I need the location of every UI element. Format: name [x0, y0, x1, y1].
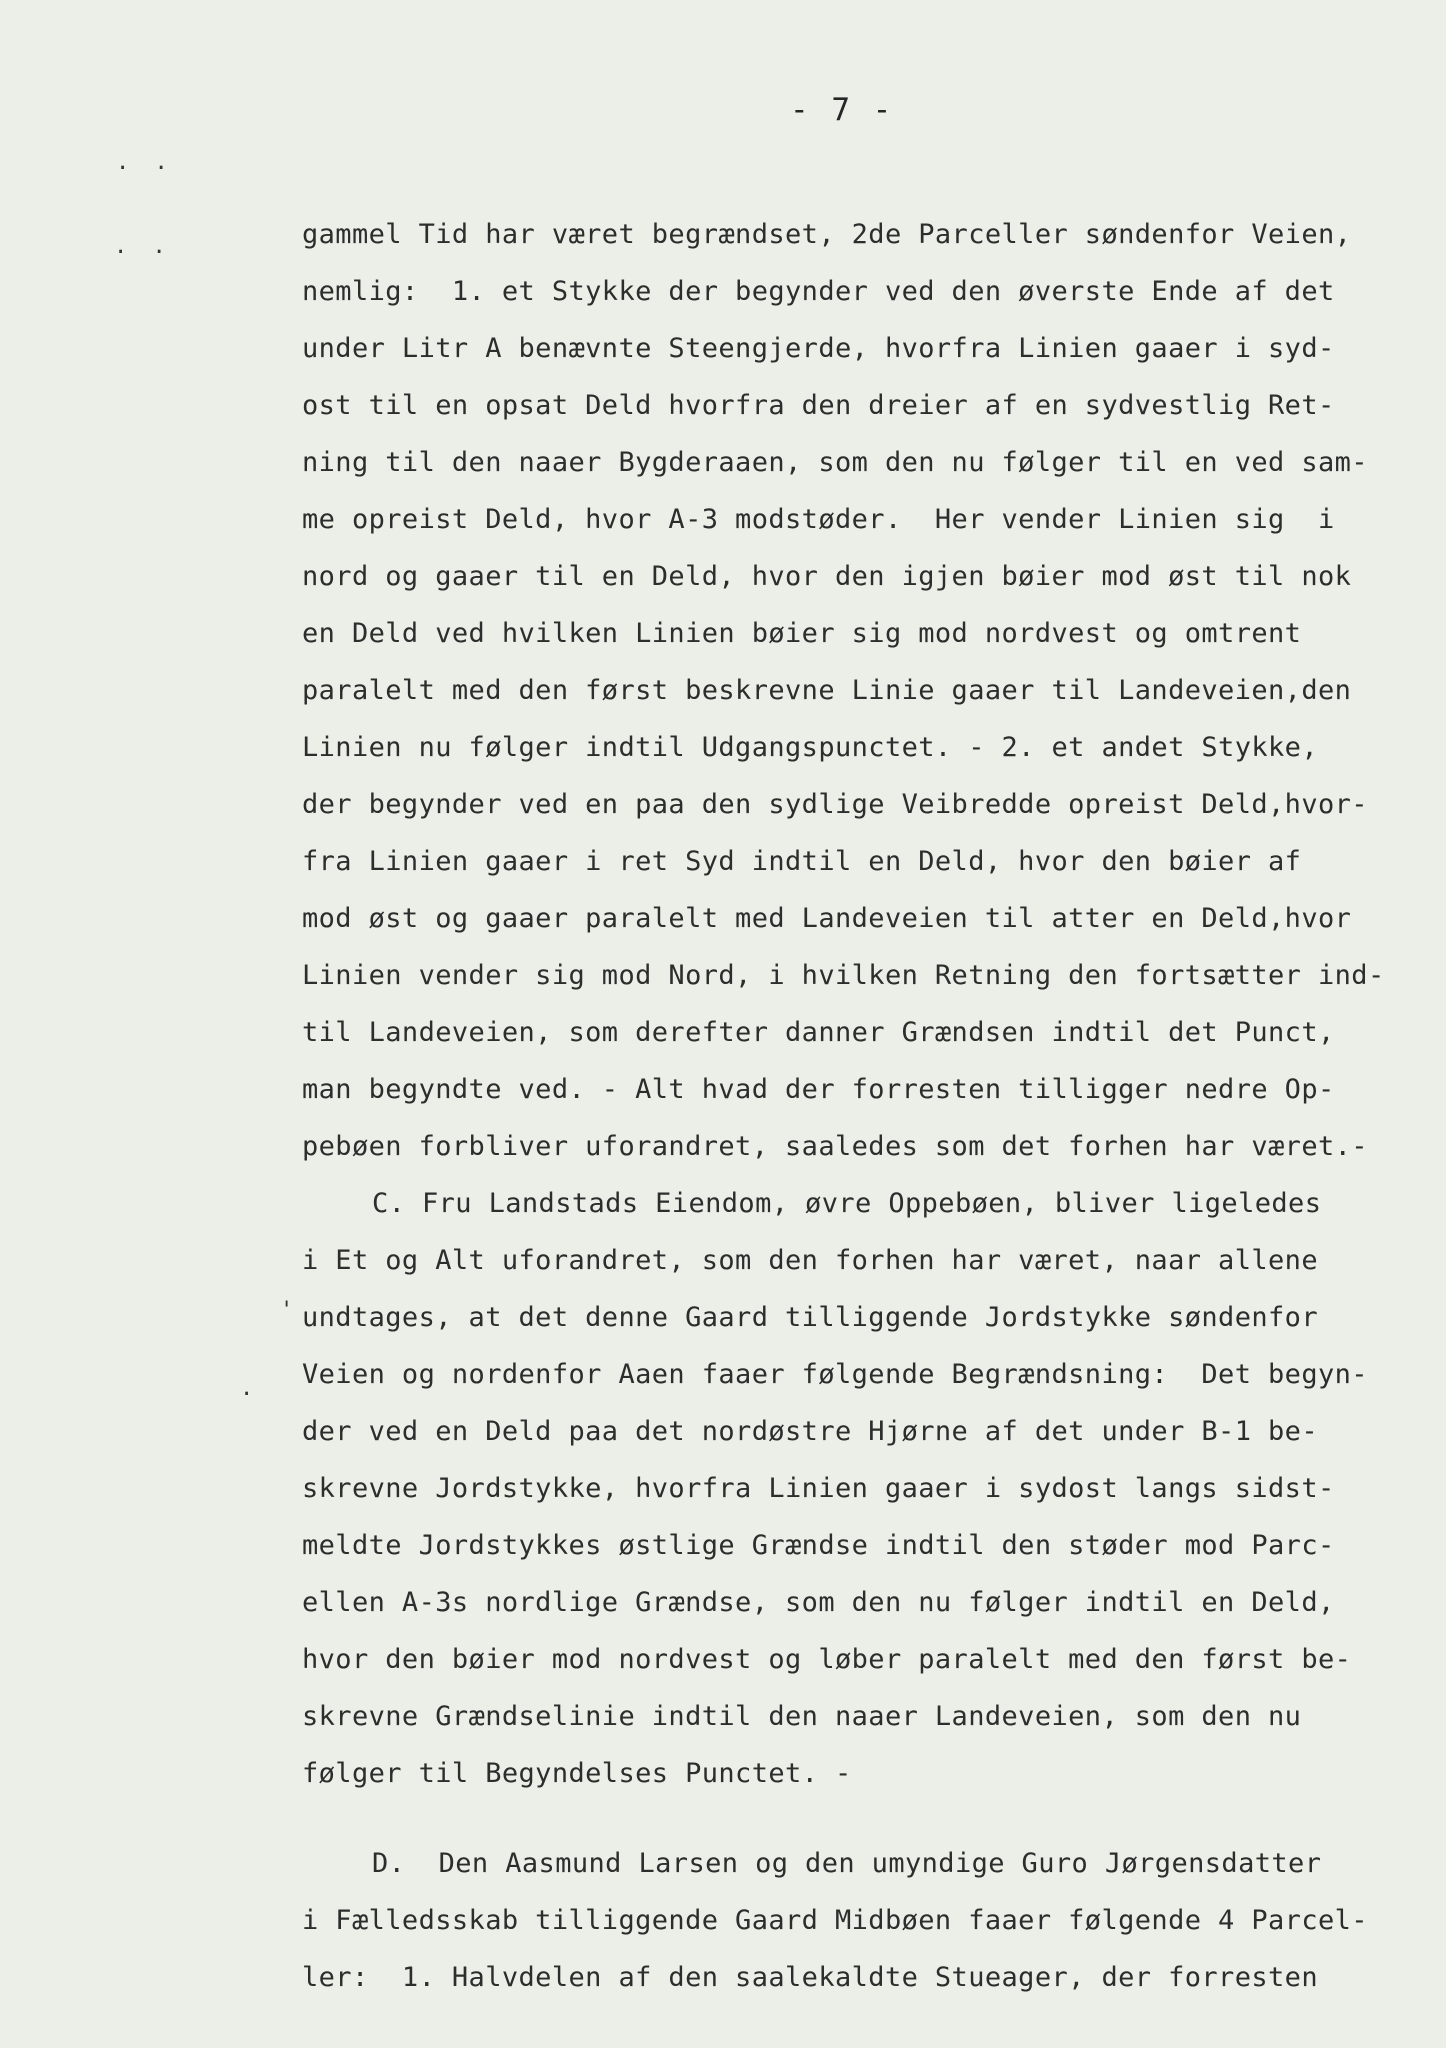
text-line: i Et og Alt uforandret, som den forhen har været, naar allene: [302, 1245, 1318, 1276]
text-line: ler: 1. Halvdelen af den saalekaldte Stueager, der forresten: [302, 1962, 1318, 1993]
text-line: skrevne Grændselinie indtil den naaer Landeveien, som den nu: [302, 1701, 1302, 1732]
text-line: paralelt med den først beskrevne Linie gaaer til Landeveien,den: [302, 675, 1352, 706]
text-line: me opreist Deld, hvor A-3 modstøder. Her vender Linien sig i: [302, 504, 1335, 535]
text-line: nemlig: 1. et Stykke der begynder ved den øverste Ende af det: [302, 276, 1335, 307]
margin-mark: ·: [240, 1382, 260, 1407]
text-line: hvor den bøier mod nordvest og løber paralelt med den først be-: [302, 1644, 1352, 1675]
paragraph-d-start: D. Den Aasmund Larsen og den umyndige Guro Jørgensdatter: [372, 1848, 1322, 1879]
text-line: undtages, at det denne Gaard tilliggende Jordstykke søndenfor: [302, 1302, 1318, 1333]
text-line: ost til en opsat Deld hvorfra den dreier af en sydvestlig Ret-: [302, 390, 1335, 421]
text-line: Veien og nordenfor Aaen faaer følgende Begrændsning: Det begyn-: [302, 1359, 1368, 1390]
page-number: - 7 -: [790, 92, 894, 128]
text-line: der begynder ved en paa den sydlige Veibredde opreist Deld,hvor-: [302, 789, 1368, 820]
text-line: nord og gaaer til en Deld, hvor den igjen bøier mod øst til nok: [302, 561, 1352, 592]
margin-mark: · ·: [114, 240, 172, 265]
text-line: ning til den naaer Bygderaaen, som den nu følger til en ved sam-: [302, 447, 1368, 478]
body-text: [302, 206, 1432, 2006]
margin-mark: ': [280, 1298, 300, 1323]
text-line: der ved en Deld paa det nordøstre Hjørne af det under B-1 be-: [302, 1416, 1318, 1447]
text-line: fra Linien gaaer i ret Syd indtil en Deld, hvor den bøier af: [302, 846, 1302, 877]
text-line: under Litr A benævnte Steengjerde, hvorfra Linien gaaer i syd-: [302, 333, 1335, 364]
text-line: meldte Jordstykkes østlige Grændse indtil den støder mod Parc-: [302, 1530, 1335, 1561]
text-line: til Landeveien, som derefter danner Grændsen indtil det Punct,: [302, 1017, 1335, 1048]
paragraph-c-start: C. Fru Landstads Eiendom, øvre Oppebøen, bliver ligeledes: [372, 1188, 1322, 1219]
text-line: mod øst og gaaer paralelt med Landeveien til atter en Deld,hvor: [302, 903, 1352, 934]
text-line: følger til Begyndelses Punctet. -: [302, 1758, 852, 1789]
text-line: skrevne Jordstykke, hvorfra Linien gaaer i sydost langs sidst-: [302, 1473, 1335, 1504]
text-line: Linien vender sig mod Nord, i hvilken Retning den fortsætter ind-: [302, 960, 1385, 991]
text-line: en Deld ved hvilken Linien bøier sig mod nordvest og omtrent: [302, 618, 1302, 649]
text-line: pebøen forbliver uforandret, saaledes som det forhen har været.-: [302, 1131, 1368, 1162]
text-line: gammel Tid har været begrændset, 2de Parceller søndenfor Veien,: [302, 219, 1352, 250]
text-line: i Fælledsskab tilliggende Gaard Midbøen faaer følgende 4 Parcel-: [302, 1905, 1368, 1936]
text-line: Linien nu følger indtil Udgangspunctet. - 2. et andet Stykke,: [302, 732, 1318, 763]
text-line: ellen A-3s nordlige Grændse, som den nu følger indtil en Deld,: [302, 1587, 1335, 1618]
text-line: man begyndte ved. - Alt hvad der forresten tilligger nedre Op-: [302, 1074, 1335, 1105]
margin-mark: · ·: [116, 156, 174, 181]
